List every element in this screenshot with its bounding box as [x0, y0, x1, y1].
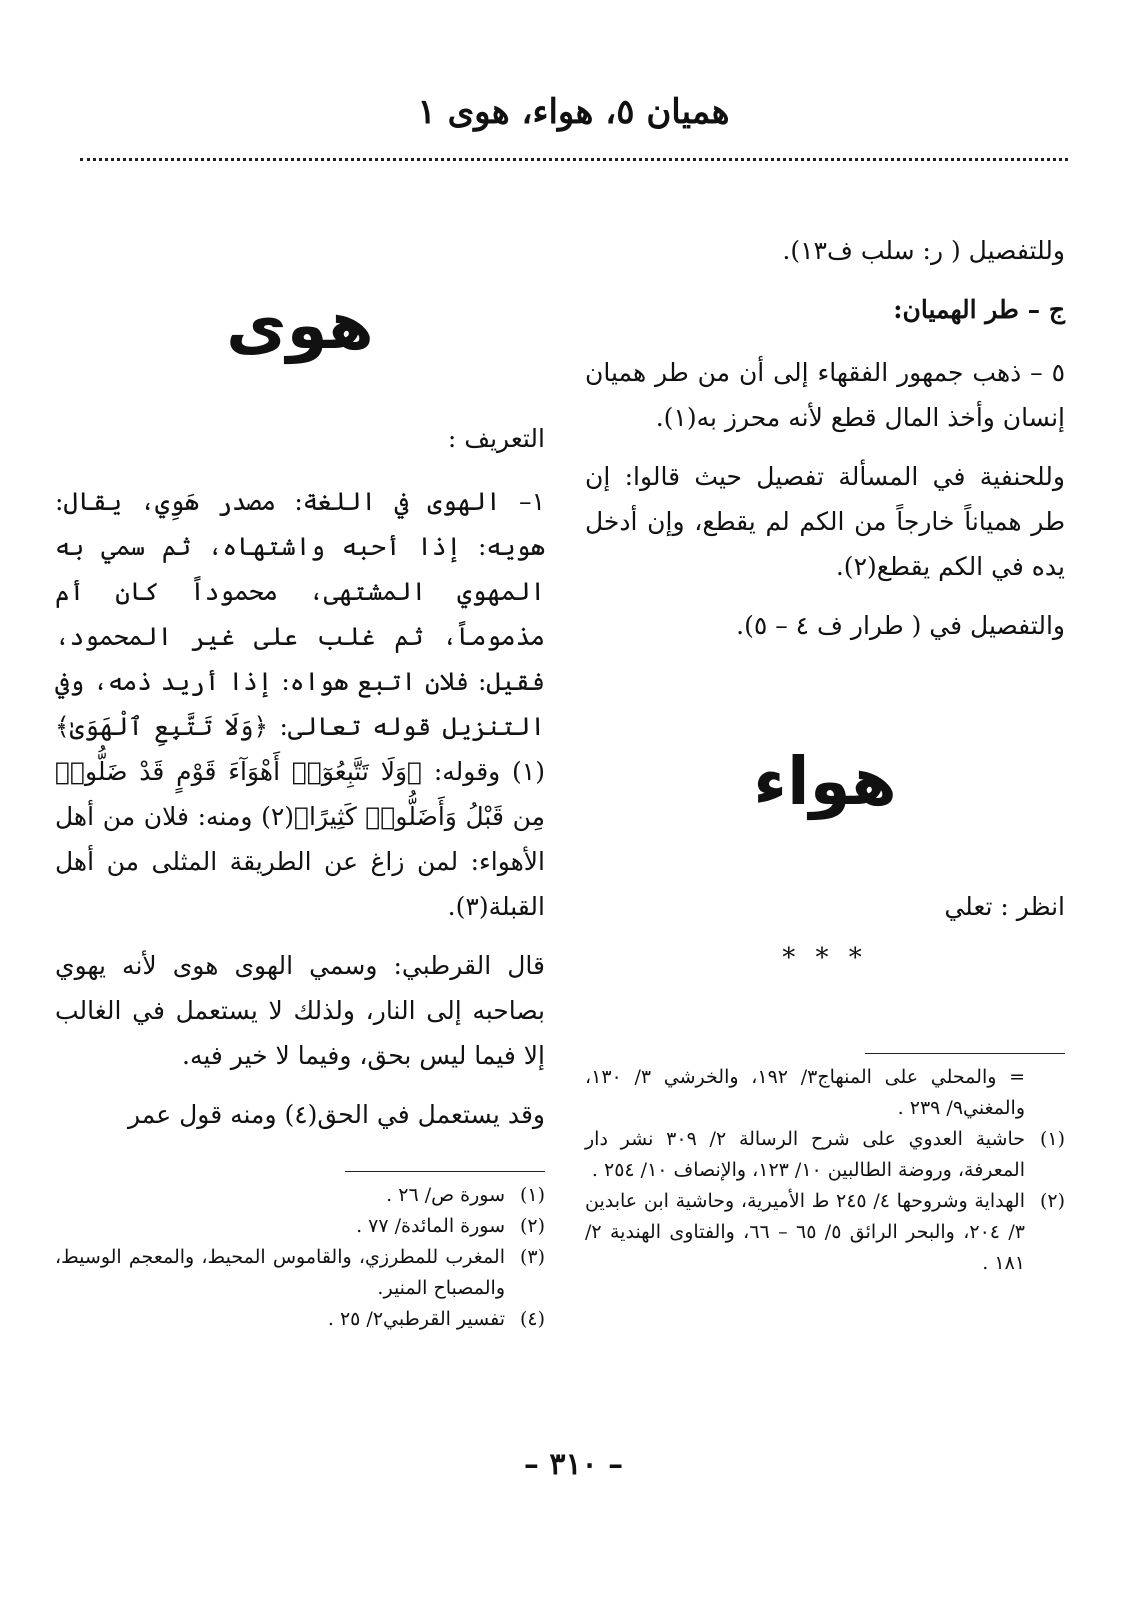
footnote-item	[585, 1186, 1065, 1279]
see-also-note: انظر : تعلي	[944, 892, 1065, 921]
footnote-number: (٢)	[519, 1215, 545, 1237]
footnote-text: حاشية العدوي على شرح الرسالة ٢/ ٣٠٩ نشر دار المعرفة، وروضة الطالبين ١٠/ ١٢٣، والإنصاف ١٠/ ٢٥٤ .	[585, 1128, 1025, 1181]
definition-heading: التعريف :	[447, 424, 545, 453]
footnote-text: المغرب للمطرزي، والقاموس المحيط، والمعجم الوسيط، والمصباح المنير.	[55, 1246, 505, 1299]
footnote-number: (٢)	[1039, 1190, 1065, 1212]
detail-reference-2: والتفصيل في ( طرار ف ٤ – ٥).	[736, 611, 1065, 640]
header-dotted-rule	[80, 158, 1068, 161]
footnote-item	[585, 1124, 1065, 1186]
footnote-number: (١)	[1039, 1128, 1065, 1150]
page-number: – ٣١٠ –	[523, 1447, 624, 1482]
footnote-item	[585, 1062, 1065, 1124]
left-column	[55, 286, 545, 1335]
paragraph-5: ٥ – ذهب جمهور الفقهاء إلى أن من طر هميان إنسان وأخذ المال قطع لأنه محرز به(١).	[585, 358, 1065, 432]
left-footnotes	[55, 1180, 545, 1335]
footnote-number: (٤)	[519, 1308, 545, 1330]
paragraph-hanafi: وللحنفية في المسألة تفصيل حيث قالوا: إن طر همياناً خارجاً من الكم لم يقطع، وإن أدخل يده في الكم يقطع(٢).	[585, 462, 1065, 581]
entry-title-hawaa: هواء	[753, 743, 897, 820]
paragraph-1-definition: ١– الهوى في اللغة: مصدر هَوِي، يقال: هويه: إذا أحبه واشتهاه، ثم سمي به المهوي المشتهى، محموداً كان أم مذموماً، ثم غلب على غير المحمود، فقيل: فلان اتبع هواه: إذا أريد ذمه، وفي التنزيل قوله تعالى: ﴿وَلَا تَتَّبِعِ ٱلْهَوَىٰ﴾(١) وقوله: ﴿وَلَا تَتَّبِعُوٓا۟ أَهْوَآءَ قَوْمٍ قَدْ ضَلُّوا۟ مِن قَبْلُ وَأَضَلُّوا۟ كَثِيرًا﴾(٢) ومنه: فلان من أهل الأهواء: لمن زاغ عن الطريقة المثلى من أهل القبلة(٣).	[55, 487, 545, 921]
page-header-title: هميان ٥، هواء، هوى ١	[417, 92, 730, 132]
footnote-number	[1025, 1062, 1065, 1124]
footnote-item	[55, 1180, 545, 1211]
entry-title-hawa: هوى	[226, 287, 374, 364]
footnote-item	[55, 1242, 545, 1304]
paragraph-qurtubi: قال القرطبي: وسمي الهوى هوى لأنه يهوي بصاحبه إلى النار، ولذلك لا يستعمل في الغالب إلا فيما ليس بحق، وفيما لا خير فيه.	[55, 951, 545, 1070]
section-heading-tarr-hemyan: ج – طر الهميان:	[893, 295, 1065, 324]
footnote-number: (١)	[519, 1184, 545, 1206]
footnote-item	[55, 1304, 545, 1335]
footnote-number: (٣)	[519, 1246, 545, 1268]
right-footnotes	[585, 1062, 1065, 1279]
footnote-text: سورة ص/ ٢٦ .	[386, 1184, 505, 1206]
footnote-rule	[345, 1171, 545, 1172]
footnote-text: تفسير القرطبي٢/ ٢٥ .	[327, 1308, 505, 1330]
section-separator-stars: * * *	[782, 943, 868, 973]
footnote-text: سورة المائدة/ ٧٧ .	[356, 1215, 505, 1237]
paragraph-haqq: وقد يستعمل في الحق(٤) ومنه قول عمر	[128, 1100, 545, 1129]
right-column	[585, 228, 1065, 1279]
detail-reference-1: وللتفصيل ( ر: سلب ف١٣).	[782, 236, 1065, 265]
footnote-text: = والمحلي على المنهاج٣/ ١٩٢، والخرشي ٣/ ١٣٠، والمغني٩/ ٢٣٩ .	[585, 1066, 1026, 1119]
footnote-text: الهداية وشروحها ٤/ ٢٤٥ ط الأميرية، وحاشية ابن عابدين ٣/ ٢٠٤، والبحر الرائق ٥/ ٦٥ – ٦٦، والفتاوى الهندية ٢/ ١٨١ .	[585, 1190, 1025, 1274]
footnote-rule	[865, 1053, 1065, 1054]
footnote-item	[55, 1211, 545, 1242]
